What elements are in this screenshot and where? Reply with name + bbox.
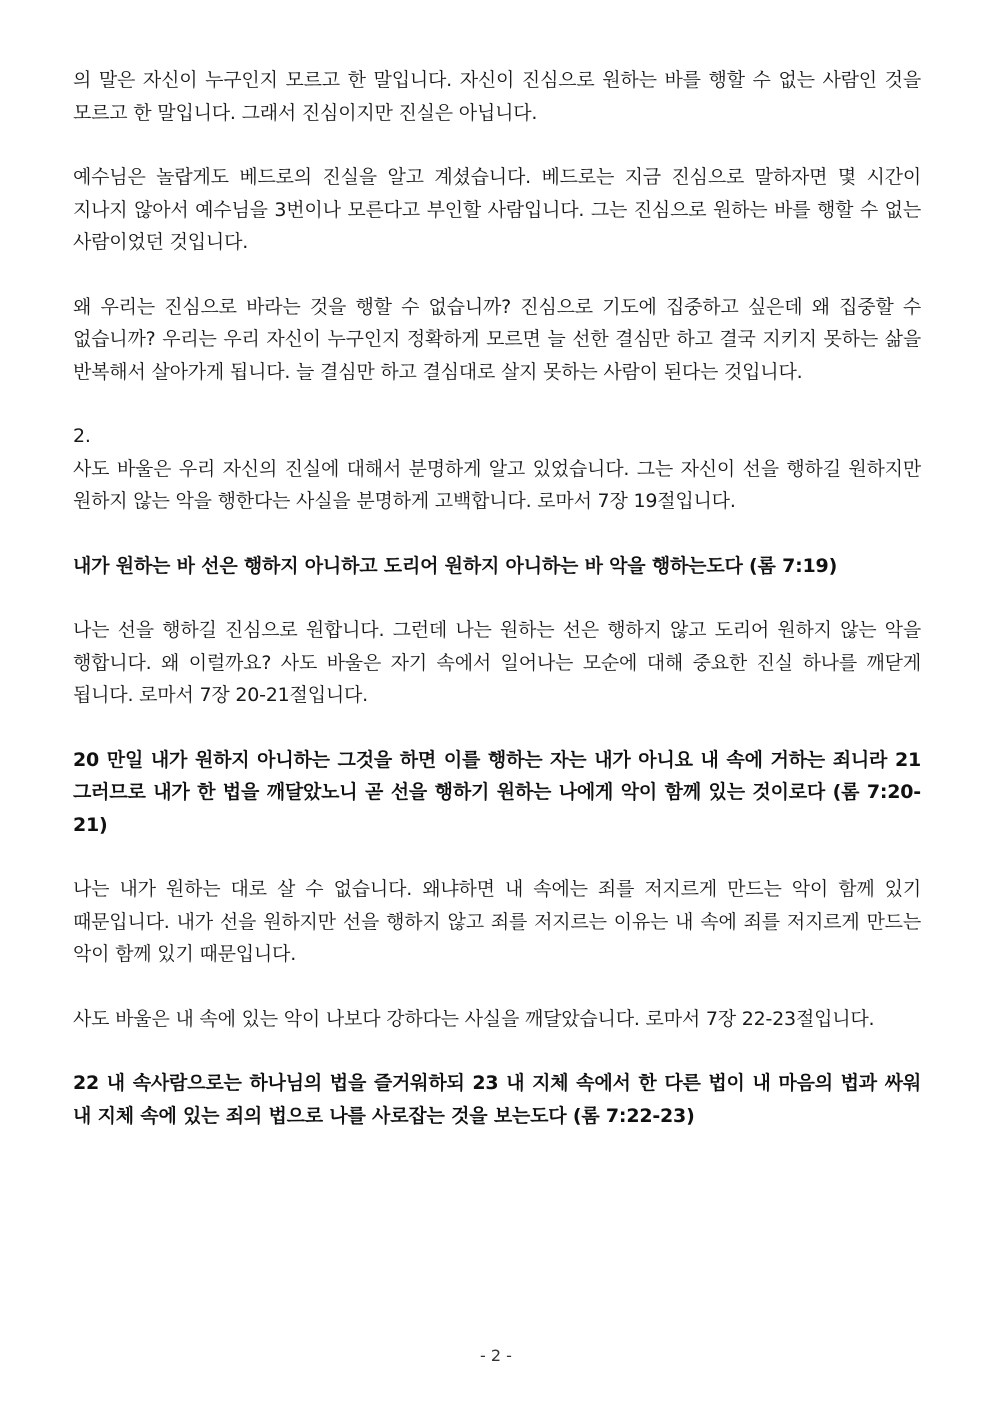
body-paragraph: 왜 우리는 진심으로 바라는 것을 행할 수 없습니까? 진심으로 기도에 집중하고 싶은데 왜 집중할 수 없습니까? 우리는 우리 자신이 누구인지 정확하게 모르면 늘 선한 결심만 하고 결국 지키지 못하는 삶을 반복해서 살아가게 됩니다. 늘 결심만 하고 결심대로 살지 못하는 사람이 된다는 것입니다. [73, 295, 921, 383]
scripture-quote: 22 내 속사람으로는 하나님의 법을 즐거워하되 23 내 지체 속에서 한 다른 법이 내 마음의 법과 싸워 내 지체 속에 있는 죄의 법으로 나를 사로잡는 것을 보는도다 (롬 7:22-23) [73, 1072, 921, 1127]
section-number: 2. [73, 425, 91, 447]
body-paragraph: 나는 선을 행하길 진심으로 원합니다. 그런데 나는 원하는 선은 행하지 않고 도리어 원하지 않는 악을 행합니다. 왜 이럴까요? 사도 바울은 자기 속에서 일어나는 모순에 대해 중요한 진실 하나를 깨닫게 됩니다. 로마서 7장 20-21절입니다. [73, 619, 921, 706]
body-paragraph: 사도 바울은 우리 자신의 진실에 대해서 분명하게 알고 있었습니다. 그는 자신이 선을 행하길 원하지만 원하지 않는 악을 행한다는 사실을 분명하게 고백합니다. 로마서 7장 19절입니다. [73, 457, 921, 512]
body-paragraph: 나는 내가 원하는 대로 살 수 없습니다. 왜냐하면 내 속에는 죄를 저지르게 만드는 악이 함께 있기 때문입니다. 내가 선을 원하지만 선을 행하지 않고 죄를 저지르는 이유는 내 속에 죄를 저지르게 만드는 악이 함께 있기 때문입니다. [73, 878, 921, 965]
document-page [73, 64, 921, 1164]
body-paragraph: 의 말은 자신이 누구인지 모르고 한 말입니다. 자신이 진심으로 원하는 바를 행할 수 없는 사람인 것을 모르고 한 말입니다. 그래서 진심이지만 진실은 아닙니다. [73, 69, 921, 124]
scripture-quote: 20 만일 내가 원하지 아니하는 그것을 하면 이를 행하는 자는 내가 아니요 내 속에 거하는 죄니라 21 그러므로 내가 한 법을 깨달았노니 곧 선을 행하기 원하는 나에게 악이 함께 있는 것이로다 (롬 7:20-21) [73, 748, 921, 836]
scripture-quote: 내가 원하는 바 선은 행하지 아니하고 도리어 원하지 아니하는 바 악을 행하는도다 (롬 7:19) [73, 554, 838, 577]
page-number: - 2 - [480, 1346, 512, 1365]
body-paragraph: 예수님은 놀랍게도 베드로의 진실을 알고 계셨습니다. 베드로는 지금 진심으로 말하자면 몇 시간이 지나지 않아서 예수님을 3번이나 모른다고 부인할 사람입니다. 그는 진심으로 원하는 바를 행할 수 없는 사람이었던 것입니다. [73, 166, 921, 253]
body-paragraph: 사도 바울은 내 속에 있는 악이 나보다 강하다는 사실을 깨달았습니다. 로마서 7장 22-23절입니다. [73, 1007, 875, 1030]
